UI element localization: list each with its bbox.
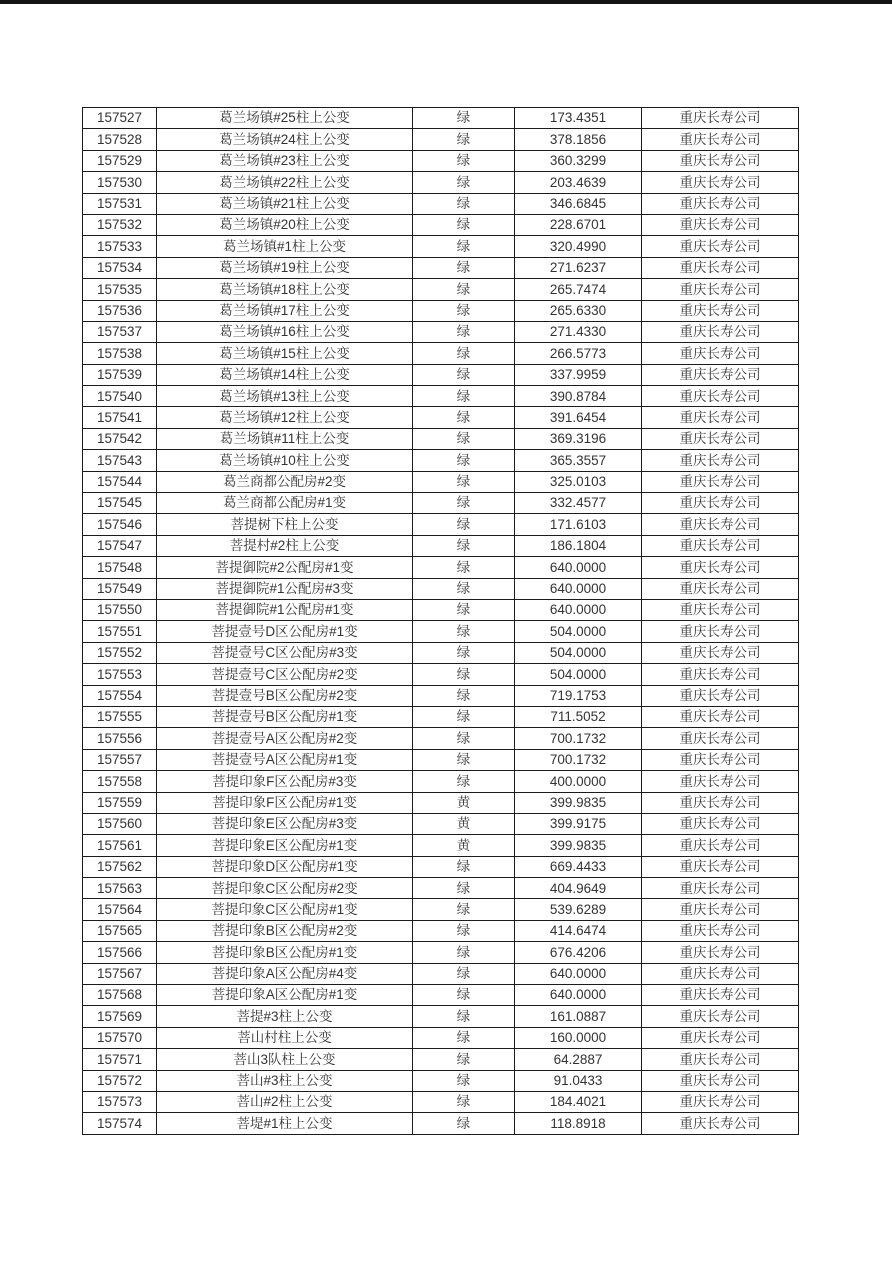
cell-name: 葛兰场镇#22柱上公变 xyxy=(157,172,413,193)
table-row xyxy=(83,942,799,963)
cell-name: 菩山#2柱上公变 xyxy=(157,1091,413,1112)
cell-id: 157555 xyxy=(83,706,157,727)
cell-id: 157565 xyxy=(83,920,157,941)
cell-name: 菩山3队柱上公变 xyxy=(157,1049,413,1070)
top-edge-bar xyxy=(0,0,892,4)
cell-status: 绿 xyxy=(413,300,515,321)
cell-company: 重庆长寿公司 xyxy=(642,685,799,706)
cell-load: 265.7474 xyxy=(515,279,642,300)
cell-status: 绿 xyxy=(413,878,515,899)
cell-name: 葛兰场镇#14柱上公变 xyxy=(157,364,413,385)
cell-status: 绿 xyxy=(413,214,515,235)
cell-name: 菩提御院#1公配房#3变 xyxy=(157,578,413,599)
cell-name: 葛兰场镇#20柱上公变 xyxy=(157,214,413,235)
cell-status: 绿 xyxy=(413,150,515,171)
cell-id: 157573 xyxy=(83,1091,157,1112)
table-row xyxy=(83,129,799,150)
cell-name: 菩提村#2柱上公变 xyxy=(157,535,413,556)
cell-load: 700.1732 xyxy=(515,749,642,770)
cell-name: 菩提印象F区公配房#3变 xyxy=(157,771,413,792)
cell-name: 菩提树下柱上公变 xyxy=(157,514,413,535)
cell-company: 重庆长寿公司 xyxy=(642,321,799,342)
cell-company: 重庆长寿公司 xyxy=(642,343,799,364)
cell-id: 157572 xyxy=(83,1070,157,1091)
cell-load: 391.6454 xyxy=(515,407,642,428)
cell-load: 325.0103 xyxy=(515,471,642,492)
cell-company: 重庆长寿公司 xyxy=(642,1091,799,1112)
cell-company: 重庆长寿公司 xyxy=(642,279,799,300)
cell-status: 绿 xyxy=(413,621,515,642)
cell-status: 绿 xyxy=(413,129,515,150)
table-row xyxy=(83,1070,799,1091)
cell-load: 400.0000 xyxy=(515,771,642,792)
cell-load: 271.6237 xyxy=(515,257,642,278)
cell-company: 重庆长寿公司 xyxy=(642,985,799,1006)
cell-load: 399.9175 xyxy=(515,813,642,834)
table-row xyxy=(83,493,799,514)
table-row xyxy=(83,920,799,941)
cell-load: 504.0000 xyxy=(515,664,642,685)
table-row xyxy=(83,450,799,471)
transformer-table xyxy=(82,107,799,1135)
cell-company: 重庆长寿公司 xyxy=(642,214,799,235)
table-row xyxy=(83,1091,799,1112)
table-row xyxy=(83,728,799,749)
cell-id: 157533 xyxy=(83,236,157,257)
cell-company: 重庆长寿公司 xyxy=(642,535,799,556)
cell-status: 绿 xyxy=(413,920,515,941)
cell-id: 157538 xyxy=(83,343,157,364)
cell-company: 重庆长寿公司 xyxy=(642,1113,799,1134)
cell-load: 504.0000 xyxy=(515,621,642,642)
cell-status: 绿 xyxy=(413,749,515,770)
cell-id: 157546 xyxy=(83,514,157,535)
cell-company: 重庆长寿公司 xyxy=(642,856,799,877)
cell-status: 绿 xyxy=(413,407,515,428)
table-row xyxy=(83,771,799,792)
cell-load: 399.9835 xyxy=(515,792,642,813)
cell-name: 菩提壹号B区公配房#1变 xyxy=(157,706,413,727)
cell-id: 157551 xyxy=(83,621,157,642)
cell-load: 337.9959 xyxy=(515,364,642,385)
cell-company: 重庆长寿公司 xyxy=(642,150,799,171)
cell-name: 菩提御院#2公配房#1变 xyxy=(157,557,413,578)
cell-id: 157574 xyxy=(83,1113,157,1134)
cell-company: 重庆长寿公司 xyxy=(642,514,799,535)
table-row xyxy=(83,428,799,449)
cell-id: 157557 xyxy=(83,749,157,770)
cell-status: 绿 xyxy=(413,535,515,556)
cell-load: 700.1732 xyxy=(515,728,642,749)
table-row xyxy=(83,899,799,920)
cell-status: 绿 xyxy=(413,514,515,535)
cell-load: 91.0433 xyxy=(515,1070,642,1091)
table-row xyxy=(83,279,799,300)
cell-load: 161.0887 xyxy=(515,1006,642,1027)
cell-status: 绿 xyxy=(413,899,515,920)
cell-load: 271.4330 xyxy=(515,321,642,342)
cell-load: 228.6701 xyxy=(515,214,642,235)
cell-company: 重庆长寿公司 xyxy=(642,1049,799,1070)
cell-load: 719.1753 xyxy=(515,685,642,706)
cell-id: 157532 xyxy=(83,214,157,235)
cell-name: 菩提印象B区公配房#2变 xyxy=(157,920,413,941)
cell-id: 157563 xyxy=(83,878,157,899)
cell-company: 重庆长寿公司 xyxy=(642,172,799,193)
table-row xyxy=(83,535,799,556)
cell-name: 葛兰场镇#11柱上公变 xyxy=(157,428,413,449)
cell-name: 葛兰场镇#25柱上公变 xyxy=(157,108,413,129)
cell-load: 186.1804 xyxy=(515,535,642,556)
cell-name: 葛兰场镇#12柱上公变 xyxy=(157,407,413,428)
cell-company: 重庆长寿公司 xyxy=(642,428,799,449)
cell-load: 160.0000 xyxy=(515,1027,642,1048)
cell-name: 菩山#3柱上公变 xyxy=(157,1070,413,1091)
table-row xyxy=(83,172,799,193)
table-row xyxy=(83,1049,799,1070)
cell-status: 绿 xyxy=(413,1049,515,1070)
cell-status: 绿 xyxy=(413,706,515,727)
cell-id: 157528 xyxy=(83,129,157,150)
cell-name: 葛兰场镇#24柱上公变 xyxy=(157,129,413,150)
cell-company: 重庆长寿公司 xyxy=(642,386,799,407)
cell-company: 重庆长寿公司 xyxy=(642,942,799,963)
cell-id: 157531 xyxy=(83,193,157,214)
cell-id: 157535 xyxy=(83,279,157,300)
cell-company: 重庆长寿公司 xyxy=(642,706,799,727)
cell-load: 539.6289 xyxy=(515,899,642,920)
cell-id: 157539 xyxy=(83,364,157,385)
cell-load: 378.1856 xyxy=(515,129,642,150)
table-row xyxy=(83,642,799,663)
cell-name: 菩提壹号C区公配房#2变 xyxy=(157,664,413,685)
cell-status: 绿 xyxy=(413,108,515,129)
cell-id: 157567 xyxy=(83,963,157,984)
cell-status: 黄 xyxy=(413,813,515,834)
cell-name: 菩提#3柱上公变 xyxy=(157,1006,413,1027)
cell-load: 640.0000 xyxy=(515,578,642,599)
table-row xyxy=(83,321,799,342)
cell-status: 绿 xyxy=(413,599,515,620)
cell-load: 669.4433 xyxy=(515,856,642,877)
table-row xyxy=(83,878,799,899)
cell-id: 157529 xyxy=(83,150,157,171)
cell-load: 184.4021 xyxy=(515,1091,642,1112)
cell-load: 390.8784 xyxy=(515,386,642,407)
table-row xyxy=(83,193,799,214)
cell-name: 葛兰场镇#13柱上公变 xyxy=(157,386,413,407)
cell-id: 157527 xyxy=(83,108,157,129)
cell-status: 绿 xyxy=(413,343,515,364)
cell-id: 157530 xyxy=(83,172,157,193)
cell-status: 绿 xyxy=(413,172,515,193)
table-row xyxy=(83,685,799,706)
cell-id: 157560 xyxy=(83,813,157,834)
table-row xyxy=(83,985,799,1006)
cell-name: 菩提壹号A区公配房#1变 xyxy=(157,749,413,770)
cell-company: 重庆长寿公司 xyxy=(642,621,799,642)
cell-name: 菩提印象B区公配房#1变 xyxy=(157,942,413,963)
cell-name: 菩提印象A区公配房#1变 xyxy=(157,985,413,1006)
cell-load: 265.6330 xyxy=(515,300,642,321)
cell-status: 绿 xyxy=(413,728,515,749)
cell-status: 绿 xyxy=(413,557,515,578)
cell-name: 葛兰场镇#18柱上公变 xyxy=(157,279,413,300)
cell-status: 绿 xyxy=(413,1070,515,1091)
cell-id: 157562 xyxy=(83,856,157,877)
cell-company: 重庆长寿公司 xyxy=(642,728,799,749)
cell-company: 重庆长寿公司 xyxy=(642,771,799,792)
cell-id: 157543 xyxy=(83,450,157,471)
cell-name: 菩提印象A区公配房#4变 xyxy=(157,963,413,984)
table-row xyxy=(83,514,799,535)
cell-name: 葛兰场镇#16柱上公变 xyxy=(157,321,413,342)
cell-status: 绿 xyxy=(413,664,515,685)
cell-status: 绿 xyxy=(413,471,515,492)
cell-name: 菩提御院#1公配房#1变 xyxy=(157,599,413,620)
cell-company: 重庆长寿公司 xyxy=(642,899,799,920)
cell-id: 157566 xyxy=(83,942,157,963)
cell-id: 157540 xyxy=(83,386,157,407)
cell-name: 菩提壹号B区公配房#2变 xyxy=(157,685,413,706)
cell-load: 369.3196 xyxy=(515,428,642,449)
cell-id: 157556 xyxy=(83,728,157,749)
cell-load: 504.0000 xyxy=(515,642,642,663)
cell-id: 157571 xyxy=(83,1049,157,1070)
table-row xyxy=(83,792,799,813)
cell-company: 重庆长寿公司 xyxy=(642,300,799,321)
cell-status: 绿 xyxy=(413,963,515,984)
cell-id: 157548 xyxy=(83,557,157,578)
cell-company: 重庆长寿公司 xyxy=(642,557,799,578)
cell-load: 414.6474 xyxy=(515,920,642,941)
cell-company: 重庆长寿公司 xyxy=(642,813,799,834)
cell-name: 葛兰场镇#10柱上公变 xyxy=(157,450,413,471)
cell-status: 绿 xyxy=(413,1113,515,1134)
cell-id: 157569 xyxy=(83,1006,157,1027)
table-row xyxy=(83,214,799,235)
cell-company: 重庆长寿公司 xyxy=(642,1006,799,1027)
cell-id: 157554 xyxy=(83,685,157,706)
cell-company: 重庆长寿公司 xyxy=(642,599,799,620)
cell-id: 157552 xyxy=(83,642,157,663)
cell-status: 绿 xyxy=(413,578,515,599)
table-row xyxy=(83,150,799,171)
cell-company: 重庆长寿公司 xyxy=(642,578,799,599)
cell-load: 173.4351 xyxy=(515,108,642,129)
table-row xyxy=(83,664,799,685)
cell-company: 重庆长寿公司 xyxy=(642,878,799,899)
cell-name: 菩提印象E区公配房#1变 xyxy=(157,835,413,856)
table-row xyxy=(83,749,799,770)
cell-load: 266.5773 xyxy=(515,343,642,364)
cell-id: 157561 xyxy=(83,835,157,856)
cell-name: 菩提印象D区公配房#1变 xyxy=(157,856,413,877)
cell-status: 绿 xyxy=(413,1006,515,1027)
cell-id: 157537 xyxy=(83,321,157,342)
table-row xyxy=(83,621,799,642)
cell-name: 菩山村柱上公变 xyxy=(157,1027,413,1048)
table-row xyxy=(83,706,799,727)
cell-status: 绿 xyxy=(413,450,515,471)
cell-status: 绿 xyxy=(413,236,515,257)
cell-status: 绿 xyxy=(413,771,515,792)
cell-name: 菩提印象C区公配房#2变 xyxy=(157,878,413,899)
table-row xyxy=(83,963,799,984)
cell-id: 157564 xyxy=(83,899,157,920)
table-row xyxy=(83,300,799,321)
cell-status: 绿 xyxy=(413,942,515,963)
cell-status: 绿 xyxy=(413,642,515,663)
table-row xyxy=(83,364,799,385)
table-row xyxy=(83,108,799,129)
cell-company: 重庆长寿公司 xyxy=(642,664,799,685)
cell-company: 重庆长寿公司 xyxy=(642,236,799,257)
table-row xyxy=(83,856,799,877)
cell-load: 640.0000 xyxy=(515,985,642,1006)
cell-id: 157542 xyxy=(83,428,157,449)
cell-status: 绿 xyxy=(413,985,515,1006)
cell-id: 157534 xyxy=(83,257,157,278)
cell-name: 葛兰场镇#15柱上公变 xyxy=(157,343,413,364)
cell-status: 绿 xyxy=(413,1027,515,1048)
cell-status: 绿 xyxy=(413,364,515,385)
cell-load: 64.2887 xyxy=(515,1049,642,1070)
cell-company: 重庆长寿公司 xyxy=(642,450,799,471)
cell-load: 171.6103 xyxy=(515,514,642,535)
cell-id: 157547 xyxy=(83,535,157,556)
cell-id: 157541 xyxy=(83,407,157,428)
table-row xyxy=(83,599,799,620)
cell-company: 重庆长寿公司 xyxy=(642,407,799,428)
cell-name: 葛兰场镇#17柱上公变 xyxy=(157,300,413,321)
cell-id: 157549 xyxy=(83,578,157,599)
cell-company: 重庆长寿公司 xyxy=(642,1070,799,1091)
cell-status: 绿 xyxy=(413,856,515,877)
table-row xyxy=(83,386,799,407)
cell-load: 640.0000 xyxy=(515,599,642,620)
cell-company: 重庆长寿公司 xyxy=(642,963,799,984)
cell-load: 676.4206 xyxy=(515,942,642,963)
cell-company: 重庆长寿公司 xyxy=(642,193,799,214)
cell-load: 640.0000 xyxy=(515,557,642,578)
cell-status: 绿 xyxy=(413,279,515,300)
cell-id: 157559 xyxy=(83,792,157,813)
cell-id: 157545 xyxy=(83,493,157,514)
cell-company: 重庆长寿公司 xyxy=(642,835,799,856)
cell-id: 157553 xyxy=(83,664,157,685)
cell-name: 菩提壹号D区公配房#1变 xyxy=(157,621,413,642)
cell-name: 菩提印象F区公配房#1变 xyxy=(157,792,413,813)
cell-id: 157544 xyxy=(83,471,157,492)
cell-name: 菩提壹号A区公配房#2变 xyxy=(157,728,413,749)
cell-name: 菩提印象C区公配房#1变 xyxy=(157,899,413,920)
cell-company: 重庆长寿公司 xyxy=(642,642,799,663)
table-row xyxy=(83,407,799,428)
cell-status: 绿 xyxy=(413,193,515,214)
cell-status: 绿 xyxy=(413,257,515,278)
cell-load: 360.3299 xyxy=(515,150,642,171)
table-row xyxy=(83,578,799,599)
cell-status: 绿 xyxy=(413,386,515,407)
cell-load: 365.3557 xyxy=(515,450,642,471)
cell-id: 157568 xyxy=(83,985,157,1006)
table-row xyxy=(83,1113,799,1134)
cell-id: 157570 xyxy=(83,1027,157,1048)
cell-load: 404.9649 xyxy=(515,878,642,899)
cell-load: 346.6845 xyxy=(515,193,642,214)
cell-status: 绿 xyxy=(413,685,515,706)
cell-company: 重庆长寿公司 xyxy=(642,1027,799,1048)
table-row xyxy=(83,557,799,578)
cell-name: 菩提壹号C区公配房#3变 xyxy=(157,642,413,663)
table-row xyxy=(83,835,799,856)
cell-company: 重庆长寿公司 xyxy=(642,493,799,514)
cell-status: 黄 xyxy=(413,792,515,813)
cell-status: 绿 xyxy=(413,428,515,449)
cell-name: 葛兰场镇#19柱上公变 xyxy=(157,257,413,278)
table-row xyxy=(83,813,799,834)
table-row xyxy=(83,1006,799,1027)
table-row xyxy=(83,257,799,278)
cell-load: 332.4577 xyxy=(515,493,642,514)
cell-status: 绿 xyxy=(413,1091,515,1112)
cell-company: 重庆长寿公司 xyxy=(642,129,799,150)
cell-status: 黄 xyxy=(413,835,515,856)
table-row xyxy=(83,343,799,364)
table-row xyxy=(83,471,799,492)
cell-status: 绿 xyxy=(413,493,515,514)
table-row xyxy=(83,236,799,257)
cell-load: 203.4639 xyxy=(515,172,642,193)
cell-company: 重庆长寿公司 xyxy=(642,108,799,129)
cell-company: 重庆长寿公司 xyxy=(642,920,799,941)
cell-id: 157550 xyxy=(83,599,157,620)
cell-name: 葛兰场镇#21柱上公变 xyxy=(157,193,413,214)
cell-company: 重庆长寿公司 xyxy=(642,364,799,385)
cell-company: 重庆长寿公司 xyxy=(642,257,799,278)
cell-status: 绿 xyxy=(413,321,515,342)
cell-name: 葛兰场镇#1柱上公变 xyxy=(157,236,413,257)
cell-name: 菩堤#1柱上公变 xyxy=(157,1113,413,1134)
cell-company: 重庆长寿公司 xyxy=(642,471,799,492)
cell-name: 菩提印象E区公配房#3变 xyxy=(157,813,413,834)
cell-load: 711.5052 xyxy=(515,706,642,727)
table-row xyxy=(83,1027,799,1048)
cell-name: 葛兰商都公配房#2变 xyxy=(157,471,413,492)
cell-id: 157558 xyxy=(83,771,157,792)
cell-load: 320.4990 xyxy=(515,236,642,257)
cell-load: 399.9835 xyxy=(515,835,642,856)
cell-id: 157536 xyxy=(83,300,157,321)
cell-name: 葛兰场镇#23柱上公变 xyxy=(157,150,413,171)
cell-name: 葛兰商都公配房#1变 xyxy=(157,493,413,514)
table-body xyxy=(83,108,799,1135)
cell-load: 118.8918 xyxy=(515,1113,642,1134)
cell-company: 重庆长寿公司 xyxy=(642,792,799,813)
cell-load: 640.0000 xyxy=(515,963,642,984)
cell-company: 重庆长寿公司 xyxy=(642,749,799,770)
